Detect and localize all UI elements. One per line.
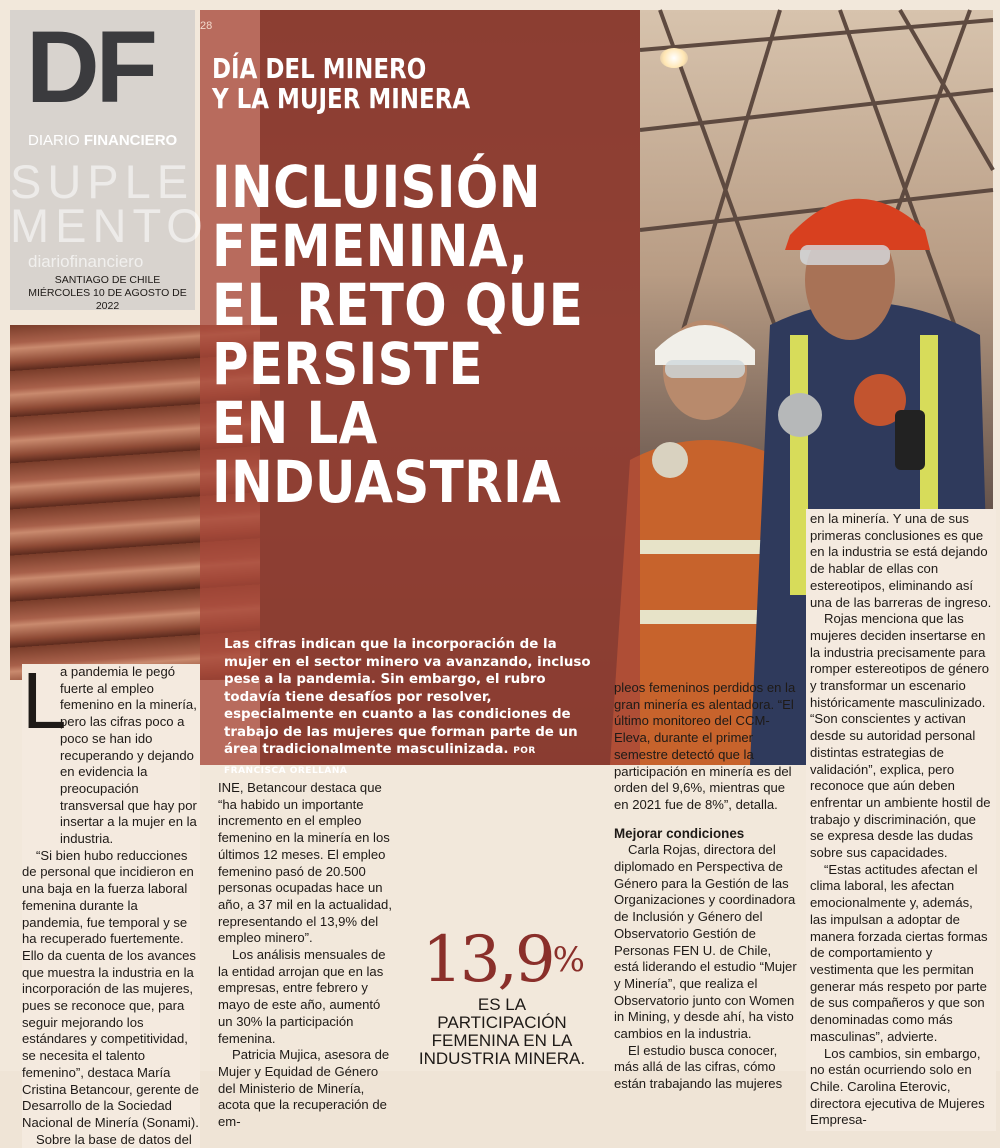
subheading: Mejorar condiciones bbox=[614, 825, 745, 841]
paragraph: “Estas actitudes afectan el clima laboral, les afectan emocionalmente y, además, las impulsan a adoptar de manera forzada ciertas formas de comportamiento y vestimenta que les permitan generar más respeto por parte de sus compañeros y que son denominadas como más masculinas”, advierte. bbox=[810, 861, 988, 1044]
paragraph: Sobre la base de datos del bbox=[36, 1131, 192, 1147]
brand-left: DIARIO bbox=[28, 132, 80, 149]
headline-line-4: PERSISTE bbox=[212, 330, 483, 398]
paragraph: Los cambios, sin embargo, no están ocurriendo solo en Chile. Carolina Eterovic, directora ejecutiva de Mujeres Empresa- bbox=[810, 1045, 985, 1128]
stat-caption: ES LA PARTICIPACIÓN FEMENINA EN LA INDUSTRIA MINERA. bbox=[418, 995, 586, 1068]
paragraph: Rojas menciona que las mujeres deciden insertarse en la industria precisamente para romper estereotipos de género y transformar un escenario históricamente masculinizado. “Son conscientes y activan desde su autoridad personal distintas estrategias de validación”, explica, pero reconoce que aún deben enfrentar un ambiente hostil de trabajo y discriminación, que se expresa desde las dudas sobre sus capacidades. bbox=[810, 611, 991, 861]
brand-name bbox=[28, 132, 177, 149]
paragraph: Patricia Mujica, asesora de Mujer y Equidad de Género del Ministerio de Minería, acota que la recuperación de em- bbox=[218, 1047, 390, 1130]
paragraph: a pandemia le pegó fuerte al empleo femenino en la minería, pero las cifras poco a poco se han ido recuperando y dejando en evidencia la preocupación transversal que hay por insertar a la mujer en la industria. bbox=[60, 664, 197, 847]
paragraph: “Si bien hubo reducciones de personal que incidieron en una baja en la fuerza laboral femenina durante la pandemia, fue temporal y se ha recuperado fuertemente. Ello da cuenta de los avances que muestra la industria en la incorporación de las mujeres, pues se reconoce que, para seguir mejorando los estándares y competitividad, se necesita el talento femenino”, destaca María Cristina Betancour, gerente de Desarrollo de la Sociedad Nacional de Minería (Sonami). bbox=[22, 847, 199, 1130]
ceiling-lamp bbox=[660, 48, 688, 68]
df-logo: DF bbox=[26, 10, 154, 124]
article-column-2 bbox=[218, 780, 398, 1131]
dateline bbox=[20, 274, 195, 313]
kicker-line-1: DÍA DEL MINERO bbox=[212, 52, 427, 85]
supplement-label bbox=[10, 155, 210, 252]
byline: POR FRANCISCA ORELLANA bbox=[224, 746, 536, 776]
page-number: 28 bbox=[200, 20, 213, 32]
headline-line-1: INCLUISIÓN bbox=[212, 153, 541, 221]
headline-line-6: INDUASTRIA bbox=[212, 448, 562, 516]
headline-line-2: FEMENINA, bbox=[212, 212, 529, 280]
site-url: diariofinanciero bbox=[28, 252, 144, 271]
supplement-line-1: SUPLE bbox=[10, 155, 195, 208]
headline-line-3: EL RETO QUE bbox=[212, 271, 584, 339]
article-column-4 bbox=[806, 509, 996, 1131]
paragraph: Carla Rojas, directora del diplomado en Perspectiva de Género para la Gestión de las Organizaciones y coordinadora de Inclusión y Género del Observatorio Gestión de Personas FEN U. de Chile, está liderando el estudio “Mujer y Minería”, que realiza el Observatorio junto con Women in Mining, y desde ahí, ha visto cambios en la industria. bbox=[614, 842, 797, 1042]
headline-line-5: EN LA bbox=[212, 389, 378, 457]
article-column-3 bbox=[614, 680, 797, 1093]
city: SANTIAGO DE CHILE bbox=[54, 274, 161, 286]
brand-right: FINANCIERO bbox=[83, 132, 178, 149]
paragraph: INE, Betancour destaca que “ha habido un importante incremento en el empleo femenino en la minería en los últimos 12 meses. El empleo femenino pasó de 20.500 personas ocupadas hace un año, a 37 mil en la actualidad, representando el 13,9% del empleo minero”. bbox=[218, 780, 392, 946]
headline bbox=[212, 153, 616, 516]
date: MIÉRCOLES 10 DE AGOSTO DE 2022 bbox=[28, 287, 187, 312]
paragraph: El estudio busca conocer, más allá de las cifras, cómo están trabajando las mujeres bbox=[614, 1042, 783, 1092]
paragraph: en la minería. Y una de sus primeras conclusiones es que en la industria se está dejando de hablar de ellas con estereotipos, eliminando así una de las barreras de ingreso. bbox=[810, 511, 992, 610]
stat-callout bbox=[412, 923, 592, 1068]
kicker-line-2: Y LA MUJER MINERA bbox=[212, 82, 471, 115]
stat-value bbox=[412, 923, 592, 997]
stat-number: 13,9 bbox=[422, 923, 553, 997]
paragraph: Los análisis mensuales de la entidad arrojan que en las empresas, entre febrero y mayo de este año, aumentó un 30% la participación femenina. bbox=[218, 947, 386, 1046]
stat-unit: % bbox=[552, 940, 582, 980]
article-column-1 bbox=[22, 656, 200, 1148]
lead-paragraph bbox=[224, 636, 594, 780]
lead-text: Las cifras indican que la incorporación de la mujer en el sector minero va avanzando, incluso pese a la pandemia. Sin embargo, el rubro todavía tiene desafíos por resolver, especialmente en cuanto a las condiciones de trabajo de las mujeres que forman parte de un área tradicionalmente masculinizada. bbox=[224, 637, 591, 757]
supplement-line-2: MENTO bbox=[10, 199, 209, 252]
paragraph: pleos femeninos perdidos en la gran minería es alentadora. “El último monitoreo del CCM-Eleva, durante el primer semestre detectó que la participación en minería es del orden del 9,6%, mientras que en 2021 fue de 8%”, detalla. bbox=[614, 680, 796, 812]
drop-cap-l bbox=[22, 656, 67, 745]
svg-text:L: L bbox=[22, 656, 67, 745]
section-kicker bbox=[212, 54, 524, 114]
